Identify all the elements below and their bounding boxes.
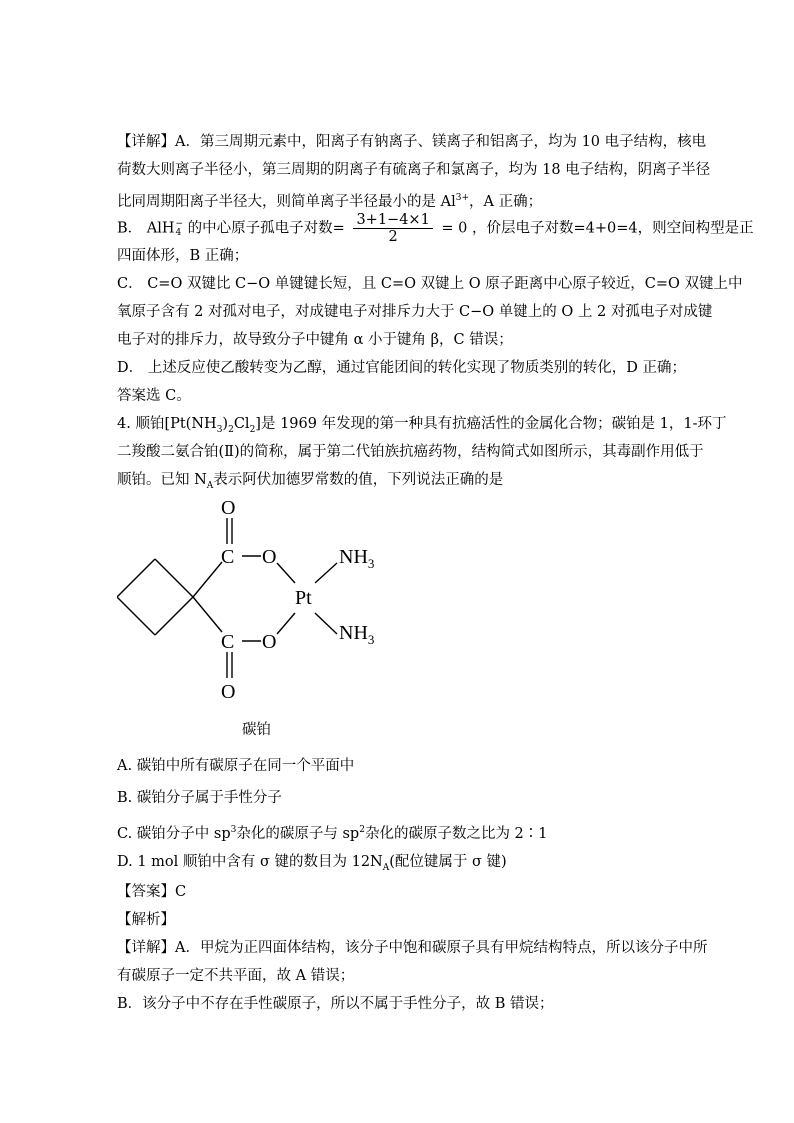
- option-a: A. 碳铂中所有碳原子在同一个平面中: [117, 758, 355, 774]
- atom-o-bottom: O: [221, 681, 236, 703]
- text-line: 四面体形，B 正确；: [117, 248, 249, 264]
- atom-o-ring-top: O: [262, 546, 277, 568]
- text-line: 有碳原子一定不共平面，故 A 错误；: [117, 968, 355, 984]
- answer: 【答案】C: [117, 884, 187, 900]
- text-line: B．该分子中不存在手性碳原子，所以不属于手性分子，故 B 错误；: [117, 996, 554, 1012]
- option-b: B. 碳铂分子属于手性分子: [117, 790, 282, 806]
- fraction: $\frac{3+1-4\times 1}{2}$: [353, 212, 432, 245]
- text-line: 电子对的排斥力，故导致分子中键角 α 小于键角 β，C 错误；: [117, 332, 513, 348]
- text-line: 荷数大则离子半径小，第三周期的阴离子有硫离子和氯离子，均为 18 电子结构，阴离子半径: [117, 162, 711, 178]
- ligand-nh3-bottom: $NH_3$: [339, 622, 375, 647]
- text-line: 顺铂。已知 $N_A$表示阿伏加德罗常数的值，下列说法正确的是: [117, 472, 504, 491]
- ion-charge: − 4: [175, 218, 184, 238]
- figure-caption: 碳铂: [242, 722, 271, 738]
- text-line: C． C=O 双键比 C−O 单键键长短，且 C=O 双键上 O 原子距离中心原子较近，C=O 双键上中: [117, 276, 743, 292]
- text-line: D． 上述反应使乙酸转变为乙醇，通过官能团间的转化实现了物质类别的转化，D 正确；: [117, 360, 686, 376]
- option-d: D. 1 mol 顺铂中含有 σ 键的数目为 $12N_A$(配位键属于 σ 键): [117, 854, 507, 873]
- ligand-nh3-top: $NH_3$: [339, 546, 375, 571]
- option-c: C. 碳铂分子中 $sp^3$杂化的碳原子与 $sp^2$杂化的碳原子数之比为 2∶1: [117, 825, 548, 842]
- atom-o-ring-bottom: O: [262, 631, 277, 653]
- atom-o-top: O: [221, 498, 236, 519]
- atom-c-top: C: [221, 546, 235, 568]
- atom-pt: Pt: [295, 587, 312, 609]
- text-line-fraction: B． AlH − 4 的中心原子孤电子对数= $\frac{3+1-4\times 1}{2}$ = 0 ，价层电子对数=4+0=4，则空间构型是正: [117, 212, 754, 245]
- atom-c-bottom: C: [221, 631, 235, 653]
- structure-svg: [117, 498, 682, 718]
- text-line: 比同周期阳离子半径大，则简单离子半径最小的是 $Al^{3+}$，A 正确；: [117, 193, 543, 210]
- document-page: [117, 128, 754, 1018]
- analysis-heading: 【解析】: [117, 912, 175, 928]
- carboplatin-structure: [117, 498, 682, 718]
- text-line: 二羧酸二氨合铂(Ⅱ)的简称，属于第二代铂族抗癌药物，结构简式如图所示，其毒副作用低于: [117, 444, 704, 460]
- text-line: 【详解】A．第三周期元素中，阳离子有钠离子、镁离子和铝离子，均为 10 电子结构，核电: [117, 134, 707, 150]
- text-line: 氧原子含有 2 对孤对电子，对成键电子对排斥力大于 C−O 单键上的 O 上 2 对孤电子对成键: [117, 304, 713, 320]
- text-line: 【详解】A．甲烷为正四面体结构，该分子中饱和碳原子具有甲烷结构特点，所以该分子中所: [117, 940, 708, 956]
- question-4: 4. 顺铂$[Pt(NH_3)_2Cl_2]$是 1969 年发现的第一种具有抗癌活性的金属化合物；碳铂是 1，1-环丁: [117, 416, 727, 435]
- text-line: 答案选 C。: [117, 388, 191, 404]
